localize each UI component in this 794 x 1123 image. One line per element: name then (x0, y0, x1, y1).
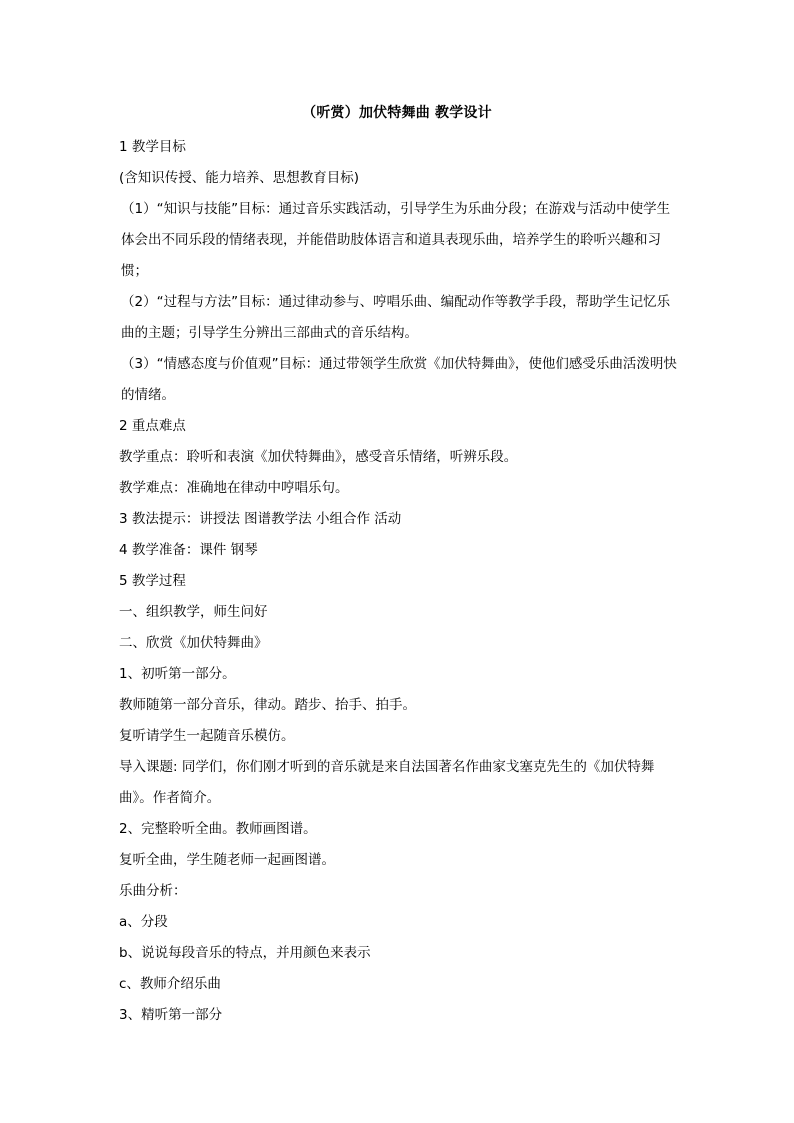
analysis-item-b: b、说说每段音乐的特点，并用颜色来表示 (119, 945, 371, 961)
lesson-introduction: 导入课题: 同学们，你们刚才听到的音乐就是来自法国著名作曲家戈塞克先生的《加伏特舞曲》。作者简介。 (119, 759, 655, 806)
process-step-appreciation: 二、欣赏《加伏特舞曲》 (119, 635, 268, 651)
students-draw-chart: 复听全曲，学生随老师一起画图谱。 (119, 852, 335, 868)
section-heading-key-points: 2 重点难点 (119, 418, 186, 434)
section-heading-process: 5 教学过程 (119, 573, 186, 589)
music-analysis-heading: 乐曲分析： (119, 883, 187, 899)
section-teaching-methods: 3 教法提示：讲授法 图谱教学法 小组合作 活动 (119, 511, 402, 527)
key-point: 教学重点：聆听和表演《加伏特舞曲》，感受音乐情绪，听辨乐段。 (119, 449, 518, 465)
sub-step-full-listen: 2、完整聆听全曲。教师画图谱。 (119, 821, 317, 837)
objective-process-methods: （2）“过程与方法”目标：通过律动参与、哼唱乐曲、编配动作等教学手段，帮助学生记忆乐曲的主题；引导学生分辨出三部曲式的音乐结构。 (121, 294, 671, 341)
document-title: （听赏）加伏特舞曲 教学设计 (302, 105, 492, 121)
process-step-greeting: 一、组织教学，师生问好 (119, 604, 268, 620)
objective-knowledge-skills: （1）“知识与技能”目标：通过音乐实践活动，引导学生为乐曲分段；在游戏与活动中使学生体会出不同乐段的情绪表现，并能借助肢体语言和道具表现乐曲，培养学生的聆听兴趣和习惯； (121, 201, 671, 279)
document-body (119, 132, 679, 1031)
sub-step-detailed-listen: 3、精听第一部分 (119, 1007, 223, 1023)
analysis-item-a: a、分段 (119, 914, 168, 930)
section-teaching-preparation: 4 教学准备：课件 钢琴 (119, 542, 258, 558)
difficult-point: 教学难点：准确地在律动中哼唱乐句。 (119, 480, 349, 496)
teacher-movement: 教师随第一部分音乐，律动。踏步、抬手、拍手。 (119, 697, 416, 713)
objectives-note: (含知识传授、能力培养、思想教育目标) (119, 170, 360, 186)
students-imitate: 复听请学生一起随音乐模仿。 (119, 728, 295, 744)
sub-step-first-listen: 1、初听第一部分。 (119, 666, 236, 682)
section-heading-objectives: 1 教学目标 (119, 139, 186, 155)
analysis-item-c: c、教师介绍乐曲 (119, 976, 221, 992)
objective-emotion-values: （3）“情感态度与价值观”目标：通过带领学生欣赏《加伏特舞曲》，使他们感受乐曲活泼明快的情绪。 (121, 356, 677, 403)
